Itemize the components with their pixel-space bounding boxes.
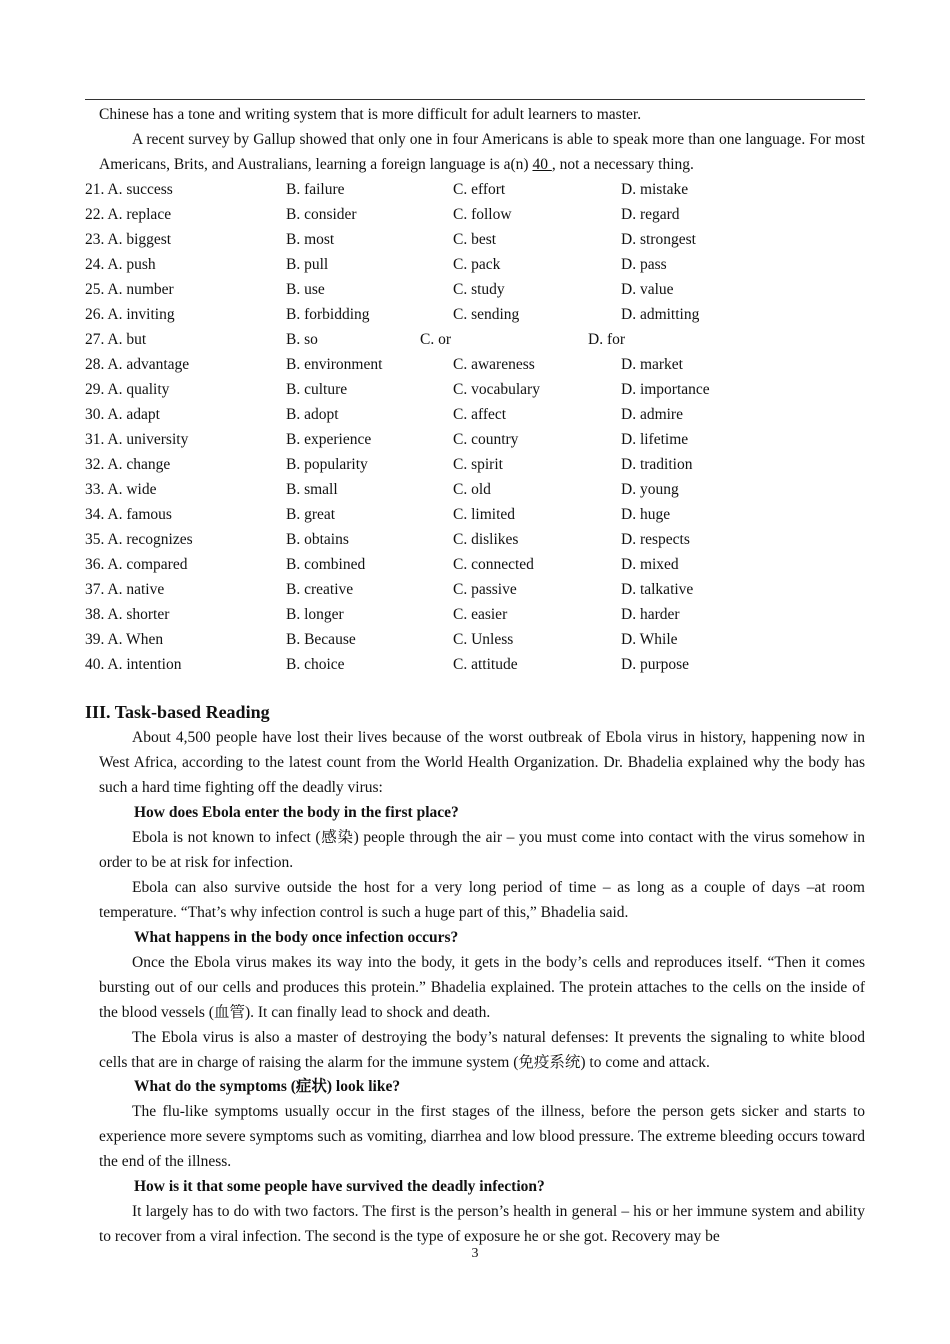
option-a: 29. A. quality (85, 381, 170, 398)
option-c: C. affect (453, 406, 507, 423)
option-a: 35. A. recognizes (85, 531, 193, 548)
option-c: C. best (453, 231, 497, 248)
question-heading: What do the symptoms (症状) look like? (134, 1078, 401, 1095)
reading-paragraph: About 4,500 people have lost their lives because of the worst outbreak of Ebola virus in history, happening now in West Africa, according to the latest count from the World Health Organization. Dr. Bhadelia explained why the body has such a hard time fighting off the deadly virus: (99, 729, 865, 796)
option-b: B. use (286, 281, 325, 298)
option-d: D. value (621, 281, 674, 298)
option-d: D. pass (621, 256, 667, 273)
page-number: 3 (471, 1246, 479, 1261)
option-row (85, 277, 865, 302)
option-d: D. While (621, 631, 678, 648)
option-row (85, 327, 865, 352)
reading-paragraph: Ebola is not known to infect (感染) people through the air – you must come into contact with the virus somehow in order to be at risk for infection. (99, 829, 865, 871)
option-row (85, 602, 865, 627)
option-row (85, 452, 865, 477)
option-a: 31. A. university (85, 431, 189, 448)
question-heading: What happens in the body once infection occurs? (134, 929, 459, 946)
option-b: B. choice (286, 656, 345, 673)
option-c: C. effort (453, 181, 506, 198)
answer-blank: 40 (532, 156, 552, 173)
option-b: B. most (286, 231, 335, 248)
option-b: B. so (286, 331, 318, 348)
option-c: C. limited (453, 506, 515, 523)
option-a: 30. A. adapt (85, 406, 160, 423)
option-a: 25. A. number (85, 281, 174, 298)
option-row (85, 202, 865, 227)
option-d: D. mistake (621, 181, 689, 198)
section-heading: III. Task-based Reading (85, 702, 270, 722)
option-row (85, 652, 865, 677)
option-a: 24. A. push (85, 256, 156, 273)
option-a: 28. A. advantage (85, 356, 190, 373)
option-d: D. market (621, 356, 683, 373)
option-row (85, 402, 865, 427)
option-c: C. passive (453, 581, 517, 598)
option-b: B. forbidding (286, 306, 370, 323)
option-d: D. importance (621, 381, 710, 398)
option-a: 38. A. shorter (85, 606, 170, 623)
option-row (85, 177, 865, 202)
option-a: 21. A. success (85, 181, 173, 198)
option-row (85, 427, 865, 452)
option-d: D. young (621, 481, 679, 498)
option-c: C. Unless (453, 631, 514, 648)
passage-text: , not a necessary thing. (551, 156, 694, 173)
option-row (85, 527, 865, 552)
option-b: B. Because (286, 631, 356, 648)
option-a: 33. A. wide (85, 481, 157, 498)
option-row (85, 352, 865, 377)
option-a: 27. A. but (85, 331, 147, 348)
option-c: C. awareness (453, 356, 535, 373)
option-c: C. sending (453, 306, 520, 323)
option-b: B. consider (286, 206, 357, 223)
option-c: C. study (453, 281, 505, 298)
reading-paragraph: Ebola can also survive outside the host for a very long period of time – as long as a couple of days –at room temperature. “That’s why infection control is such a huge part of this,” Bhadelia said. (99, 879, 865, 921)
option-row (85, 552, 865, 577)
option-d: D. mixed (621, 556, 679, 573)
option-d: D. harder (621, 606, 680, 623)
question-heading: How is it that some people have survived the deadly infection? (134, 1178, 545, 1195)
reading-paragraph: It largely has to do with two factors. The first is the person’s health in general – his or her immune system and ability to recover from a viral infection. The second is the type of exposure he or she got. Recovery may be (99, 1203, 865, 1245)
option-c: C. old (453, 481, 491, 498)
option-b: B. obtains (286, 531, 349, 548)
reading-paragraph: The Ebola virus is also a master of destroying the body’s natural defenses: It prevents the signaling to white blood cells that are in charge of raising the alarm for the immune system (免疫系统) to come and attack. (99, 1029, 865, 1071)
option-c: C. follow (453, 206, 512, 223)
option-a: 37. A. native (85, 581, 165, 598)
option-d: D. tradition (621, 456, 693, 473)
option-c: C. dislikes (453, 531, 519, 548)
option-b: B. failure (286, 181, 345, 198)
option-d: D. lifetime (621, 431, 689, 448)
option-c: C. spirit (453, 456, 503, 473)
option-d: D. regard (621, 206, 680, 223)
reading-paragraph: Once the Ebola virus makes its way into the body, it gets in the body’s cells and reproduces itself. “Then it comes bursting out of our cells and produces this protein.” Bhadelia explained. The protein attaches to the cells on the inside of the blood vessels (血管). It can finally lead to shock and death. (99, 954, 865, 1021)
option-a: 23. A. biggest (85, 231, 172, 248)
option-b: B. experience (286, 431, 372, 448)
option-row (85, 577, 865, 602)
option-d: D. strongest (621, 231, 696, 248)
option-a: 34. A. famous (85, 506, 172, 523)
option-d: D. huge (621, 506, 671, 523)
option-row (85, 302, 865, 327)
option-b: B. small (286, 481, 338, 498)
option-row (85, 627, 865, 652)
option-row (85, 227, 865, 252)
option-d: D. purpose (621, 656, 690, 673)
option-c: C. easier (453, 606, 508, 623)
passage-line: Chinese has a tone and writing system that is more difficult for adult learners to master. (99, 106, 642, 123)
option-d: D. for (588, 331, 626, 348)
option-c: C. pack (453, 256, 501, 273)
option-b: B. popularity (286, 456, 368, 473)
option-row (85, 502, 865, 527)
option-a: 36. A. compared (85, 556, 188, 573)
option-a: 32. A. change (85, 456, 171, 473)
option-a: 26. A. inviting (85, 306, 175, 323)
option-a: 40. A. intention (85, 656, 182, 673)
option-row (85, 477, 865, 502)
passage-text: A recent survey by Gallup showed that only one in four Americans is able to speak more than one language. For most Americans, Brits, and Australians, learning a foreign language is a(n) (99, 131, 865, 173)
option-d: D. respects (621, 531, 690, 548)
option-b: B. combined (286, 556, 366, 573)
reading-paragraph: The flu-like symptoms usually occur in the first stages of the illness, before the person gets sicker and starts to experience more severe symptoms such as vomiting, diarrhea and low blood pressure. The extreme bleeding occurs toward the end of the illness. (99, 1103, 865, 1170)
option-c: C. attitude (453, 656, 518, 673)
option-b: B. longer (286, 606, 344, 623)
option-a: 39. A. When (85, 631, 164, 648)
question-heading: How does Ebola enter the body in the first place? (134, 804, 459, 821)
option-row (85, 377, 865, 402)
option-a: 22. A. replace (85, 206, 172, 223)
option-c: C. country (453, 431, 519, 448)
option-c: C. connected (453, 556, 534, 573)
option-d: D. admire (621, 406, 683, 423)
option-b: B. great (286, 506, 336, 523)
header-rule (85, 99, 865, 100)
option-c: C. or (420, 331, 451, 348)
option-b: B. creative (286, 581, 354, 598)
option-b: B. adopt (286, 406, 339, 423)
option-c: C. vocabulary (453, 381, 540, 398)
option-b: B. environment (286, 356, 383, 373)
option-d: D. talkative (621, 581, 694, 598)
option-b: B. culture (286, 381, 348, 398)
passage-paragraph (99, 127, 865, 177)
option-d: D. admitting (621, 306, 700, 323)
option-row (85, 252, 865, 277)
option-b: B. pull (286, 256, 329, 273)
